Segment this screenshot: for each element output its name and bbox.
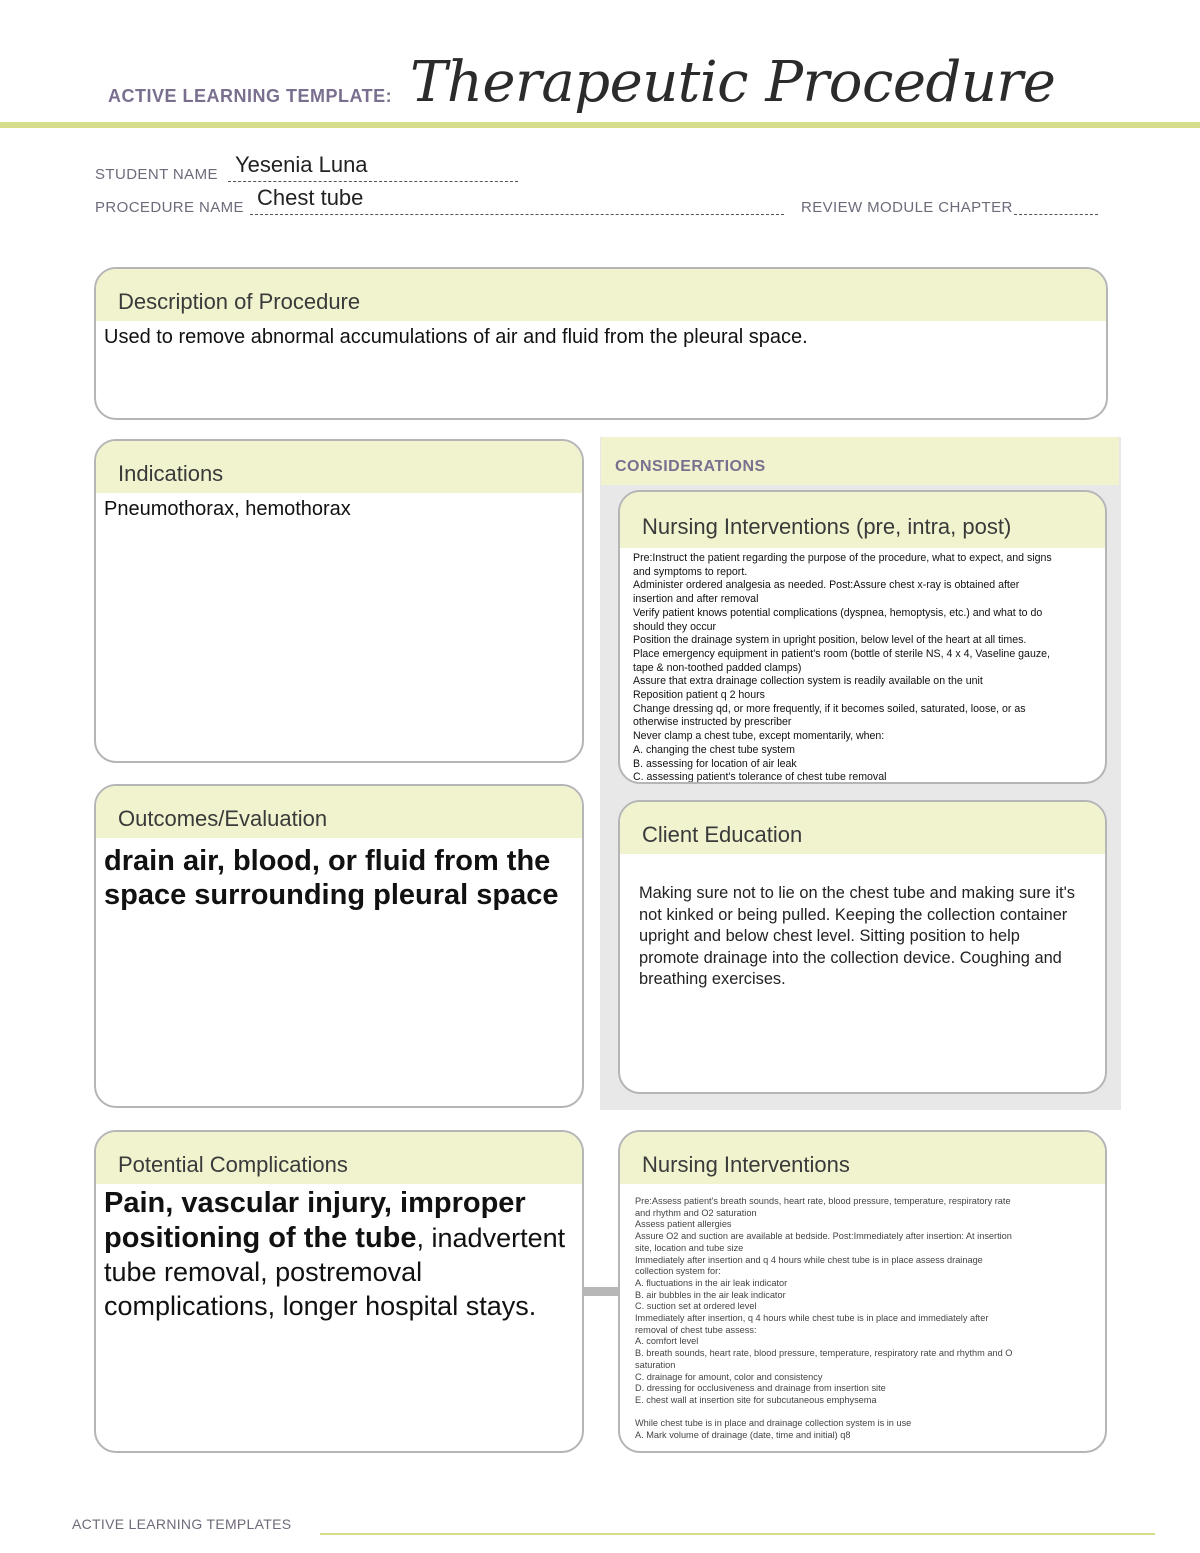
list-item: E. chest wall at insertion site for subcutaneous emphysema: [635, 1394, 877, 1405]
list-item: collection system for:: [635, 1266, 721, 1277]
list-item: tape & non-toothed padded clamps): [633, 661, 802, 674]
list-item: D. dressing for occlusiveness and drainage from insertion site: [635, 1383, 886, 1394]
list-item: Assure O2 and suction are available at bedside. Post:Immediately after insertion: At insertion: [635, 1231, 1012, 1242]
complications-text: [96, 1184, 582, 1324]
nursing-interventions-list: [620, 1184, 1105, 1442]
indications-text: Pneumothorax, hemothorax: [104, 498, 351, 520]
procedure-name-line: [250, 214, 784, 215]
list-item: Immediately after insertion, q 4 hours while chest tube is in place and immediately after: [635, 1313, 989, 1324]
student-name-line: [228, 181, 518, 182]
list-item: Position the drainage system in upright position, below level of the heart at all times.: [633, 634, 1027, 647]
header-divider: [0, 122, 1200, 128]
list-item: Never clamp a chest tube, except momentarily, when:: [633, 730, 885, 743]
nursing-interventions-box: [618, 1130, 1107, 1453]
complications-heading: Potential Complications: [96, 1132, 582, 1184]
list-item: Assess patient allergies: [635, 1219, 732, 1230]
client-education-box: [618, 800, 1107, 1094]
outcomes-box: [94, 784, 584, 1108]
description-box: [94, 267, 1108, 420]
list-item: B. assessing for location of air leak: [633, 757, 797, 770]
indications-heading: Indications: [96, 441, 582, 493]
list-item: C. drainage for amount, color and consistency: [635, 1371, 823, 1382]
outcomes-text: drain air, blood, or fluid from the space surrounding pleural space: [104, 845, 559, 912]
description-heading: Description of Procedure: [96, 269, 1106, 321]
complications-bold-text: Pain, vascular injury, improper positioning of the tube: [104, 1187, 526, 1255]
list-item: should they occur: [633, 620, 717, 633]
list-item: While chest tube is in place and drainage collection system is in use: [635, 1418, 912, 1429]
footer-divider: [320, 1533, 1155, 1535]
list-item: A. Mark volume of drainage (date, time and initial) q8: [635, 1430, 851, 1441]
indications-box: [94, 439, 584, 763]
list-item: B. breath sounds, heart rate, blood pressure, temperature, respiratory rate and rhythm and O: [635, 1348, 1013, 1359]
nursing-pre-intra-post-box: [618, 490, 1107, 784]
list-item: A. fluctuations in the air leak indicator: [635, 1277, 788, 1288]
footer-label: ACTIVE LEARNING TEMPLATES: [72, 1516, 292, 1532]
list-item: [635, 1407, 1105, 1419]
template-label: ACTIVE LEARNING TEMPLATE:: [108, 86, 393, 106]
box-connector: [584, 1287, 620, 1296]
client-education-heading: Client Education: [620, 802, 1105, 854]
complications-normal-text: , inadvertent tube removal, postremoval complications, longer hospital stays.: [104, 1223, 566, 1321]
list-item: site, location and tube size: [635, 1242, 744, 1253]
nursing-pre-intra-post-list: [620, 548, 1105, 784]
client-education-text: Making sure not to lie on the chest tube and making sure it's not kinked or being pulled. Keeping the collection container upright and below chest level. Sitting position to help promote drainage into the collection device. Coughing and breathing exercises.: [639, 884, 1075, 989]
list-item: Verify patient knows potential complications (dyspnea, hemoptysis, etc.) and what to do: [633, 606, 1043, 619]
list-item: Place emergency equipment in patient's room (bottle of sterile NS, 4 x 4, Vaseline gauze,: [633, 647, 1050, 660]
complications-box: [94, 1130, 584, 1453]
list-item: B. air bubbles in the air leak indicator: [635, 1289, 786, 1300]
outcomes-heading: Outcomes/Evaluation: [96, 786, 582, 838]
list-item: Change dressing qd, or more frequently, if it becomes soiled, saturated, loose, or as: [633, 702, 1026, 715]
list-item: Pre:Assess patient's breath sounds, heart rate, blood pressure, temperature, respiratory rate: [635, 1196, 1011, 1206]
procedure-name-label: PROCEDURE NAME: [95, 199, 244, 216]
page-title: Therapeutic Procedure: [410, 50, 1056, 115]
list-item: insertion and after removal: [633, 593, 759, 606]
list-item: Immediately after insertion and q 4 hours while chest tube is in place assess drainage: [635, 1254, 983, 1265]
description-text: Used to remove abnormal accumulations of air and fluid from the pleural space.: [104, 326, 808, 348]
list-item: C. suction set at ordered level: [635, 1301, 757, 1312]
student-name-value[interactable]: Yesenia Luna: [235, 152, 368, 177]
list-item: removal of chest tube assess:: [635, 1324, 757, 1335]
list-item: C. assessing patient's tolerance of chest tube removal: [633, 771, 887, 784]
list-item: and rhythm and O2 saturation: [635, 1207, 757, 1218]
list-item: Reposition patient q 2 hours: [633, 689, 765, 702]
student-name-label: STUDENT NAME: [95, 166, 218, 183]
list-item: A. comfort level: [635, 1336, 699, 1347]
nursing-interventions-heading: Nursing Interventions: [620, 1132, 1105, 1184]
considerations-label: CONSIDERATIONS: [615, 458, 766, 475]
review-module-line[interactable]: [1014, 214, 1098, 215]
list-item: Assure that extra drainage collection system is readily available on the unit: [633, 675, 983, 688]
review-module-label: REVIEW MODULE CHAPTER: [801, 199, 1013, 216]
list-item: A. changing the chest tube system: [633, 743, 795, 756]
list-item: Administer ordered analgesia as needed. Post:Assure chest x-ray is obtained after: [633, 579, 1020, 592]
list-item: saturation: [635, 1359, 676, 1370]
nursing-pre-intra-post-heading: Nursing Interventions (pre, intra, post): [620, 492, 1105, 548]
list-item: otherwise instructed by prescriber: [633, 716, 792, 729]
procedure-name-value[interactable]: Chest tube: [257, 185, 364, 210]
list-item: and symptoms to report.: [633, 565, 748, 578]
list-item: Pre:Instruct the patient regarding the purpose of the procedure, what to expect, and signs: [633, 552, 1052, 564]
